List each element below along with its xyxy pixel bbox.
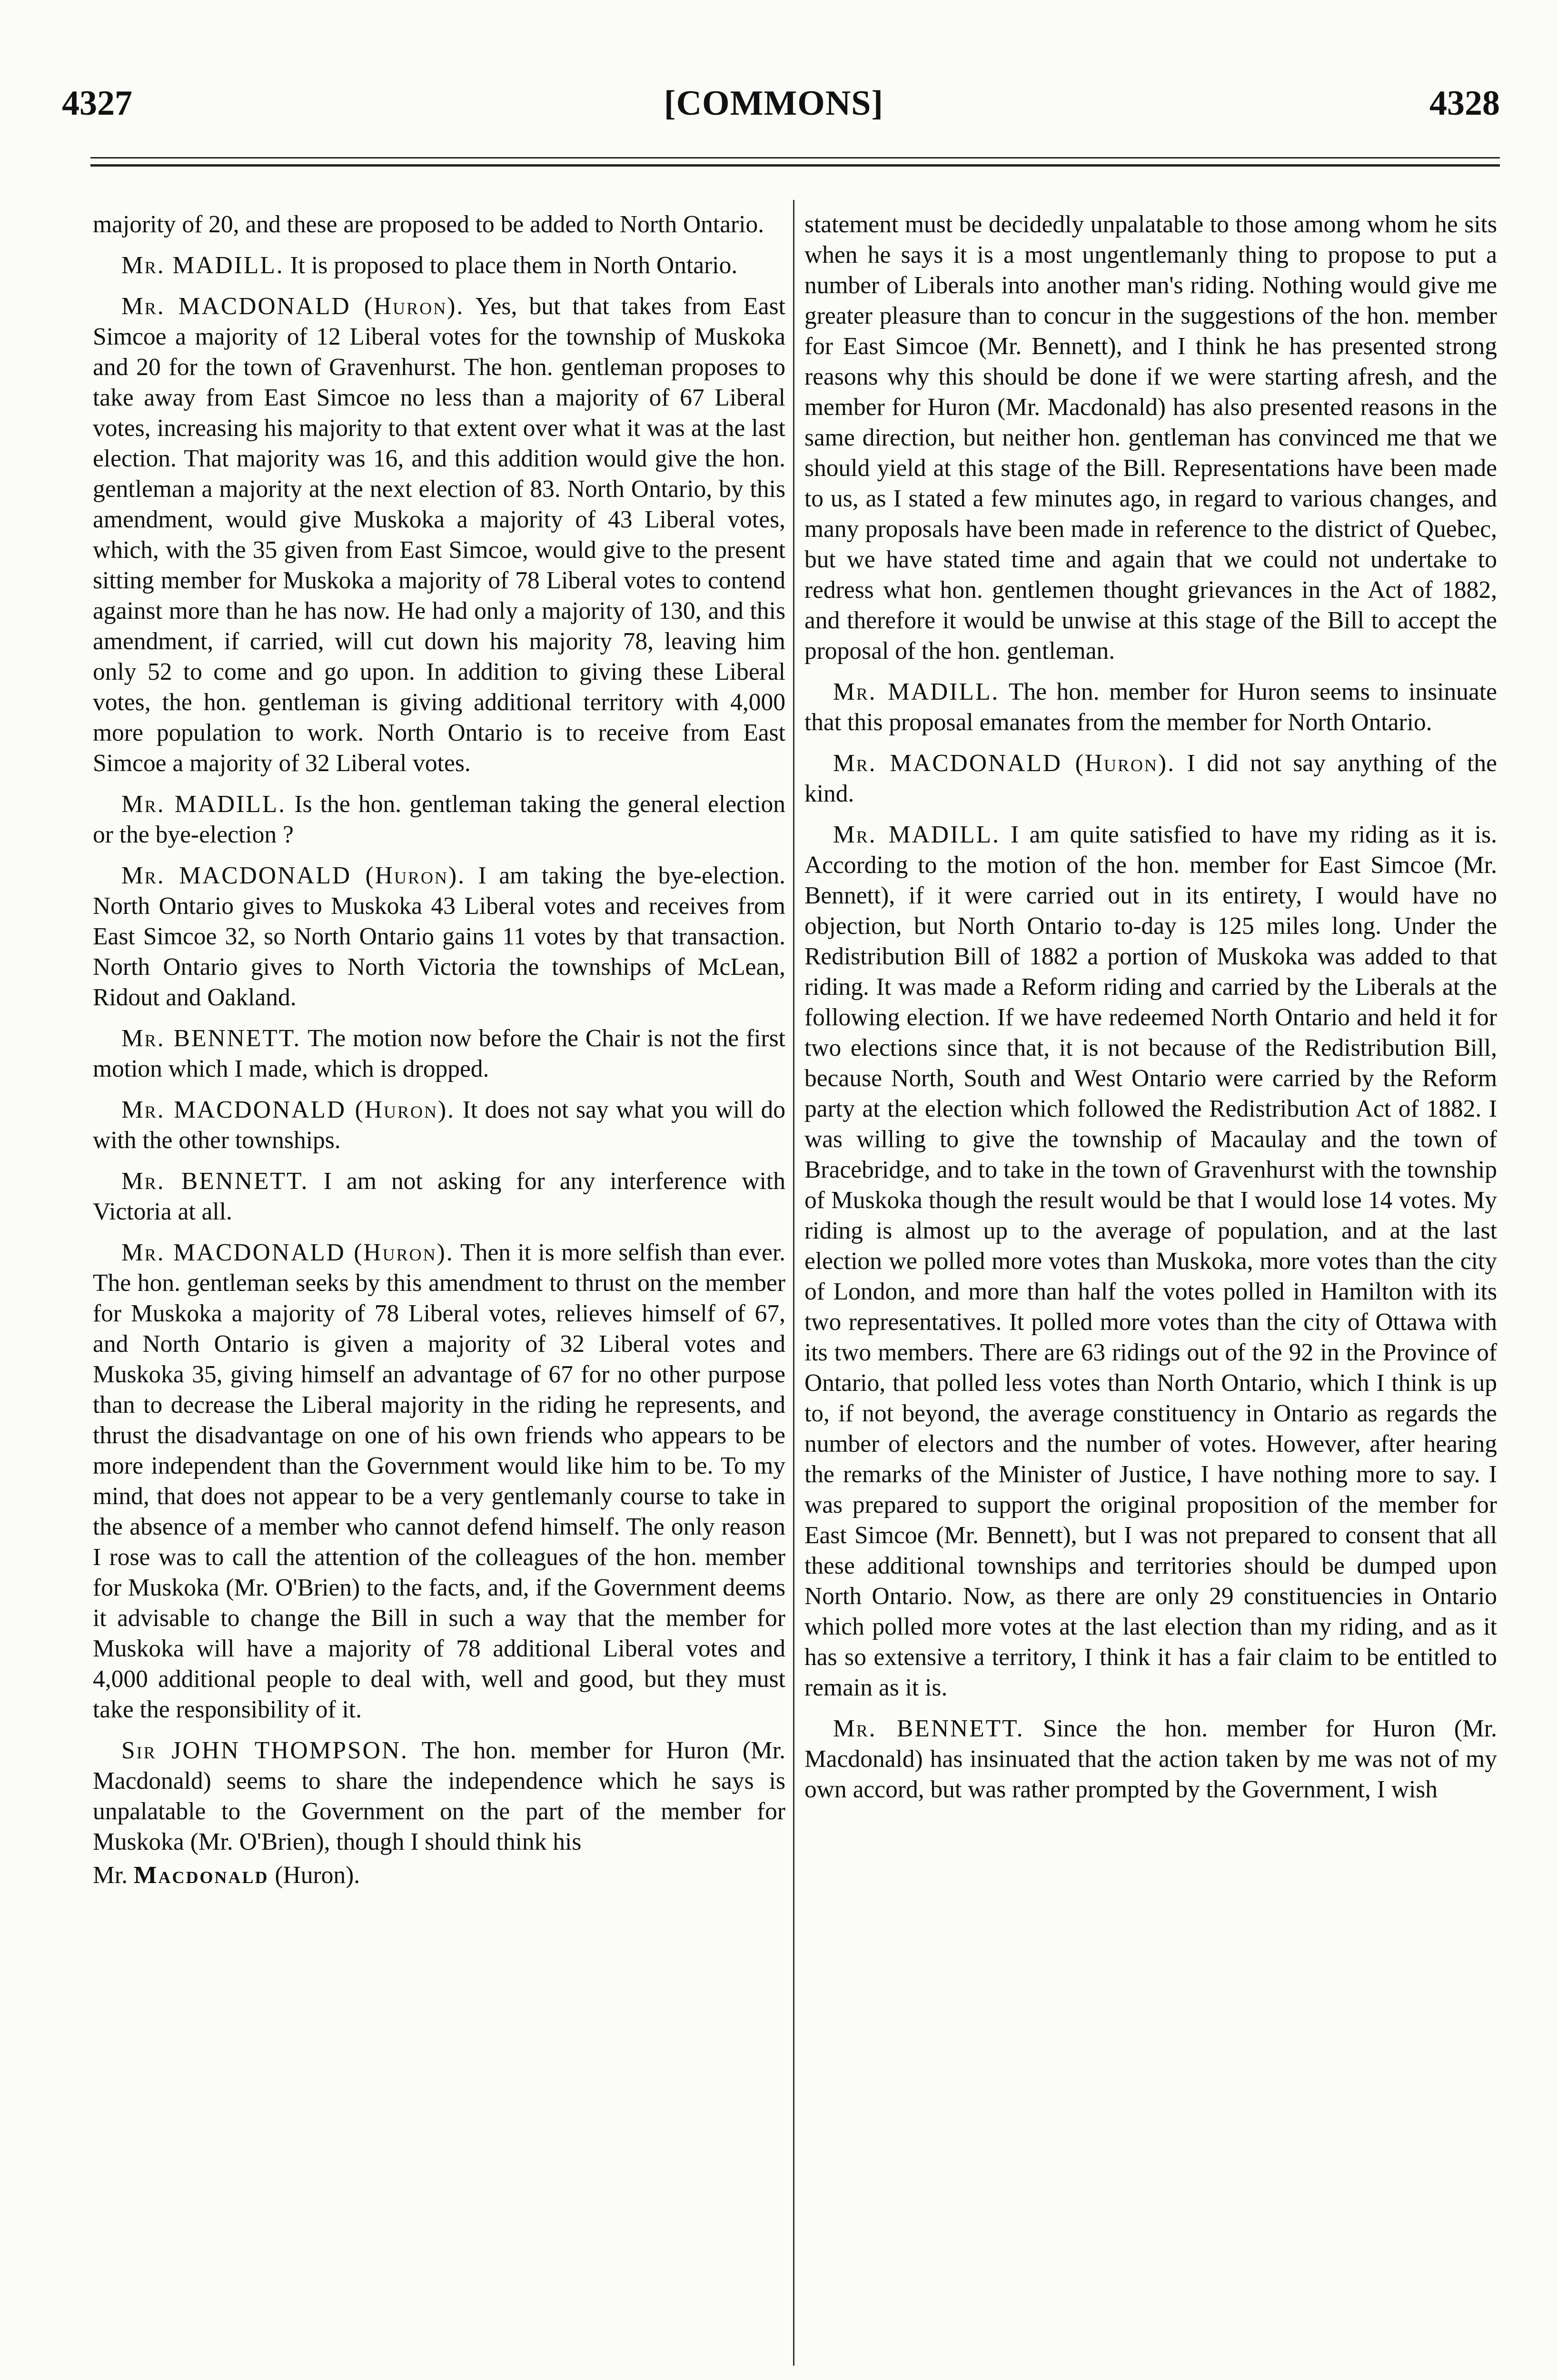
header-rule-thick bbox=[90, 164, 1500, 167]
paragraph bbox=[93, 789, 785, 850]
speaker-name: Mr. MADILL. bbox=[121, 791, 287, 818]
page-header bbox=[48, 83, 1500, 145]
speaker-name: Mr. MACDONALD (Huron). bbox=[833, 750, 1176, 777]
left-column bbox=[93, 209, 785, 1891]
paragraph bbox=[804, 677, 1497, 738]
speaker-name: Mr. MADILL. bbox=[833, 821, 1001, 848]
paragraph-text: The motion now before the Chair is not the first motion which I made, which is dropped. bbox=[93, 1025, 785, 1082]
signature-prefix: Mr. bbox=[93, 1862, 128, 1889]
paragraph bbox=[93, 1238, 785, 1725]
speaker-name: Mr. MACDONALD (Huron). bbox=[121, 1096, 455, 1123]
paragraph-text: Then it is more selfish than ever. The hon. gentleman seeks by this amendment to thrust on the member for Muskoka a majority of 78 Liberal votes, relieves himself of 67, and North Ontario is given a majority of 32 Liberal votes and Muskoka 35, giving himself an advantage of 67 for no other purpose than to decrease the Liberal majority in the riding he represents, and thrust the disadvantage on one of his own friends who appears to be more independent than the Government would like him to be. To my mind, that does not appear to be a very gentlemanly course to take in the absence of a member who cannot defend himself. The only reason I rose was to call the attention of the colleagues of the hon. member for Muskoka (Mr. O'Brien) to the facts, and, if the Government deems it advisable to change the Bill in such a way that the member for Muskoka will have a majority of 78 additional Liberal votes and 4,000 additional people to deal with, well and good, but they must take the responsibility of it. bbox=[93, 1239, 786, 1723]
paragraph-text: Yes, but that takes from East Simcoe a majority of 12 Liberal votes for the township of Muskoka and 20 for the town of Gravenhurst. The hon. gentleman proposes to take away from East Simcoe no less than a majority of 67 Liberal votes, increasing his majority to that extent over what it was at the last election. That majority was 16, and this addition would give the hon. gentleman a majority at the next election of 83. North Ontario, by this amendment, would give Muskoka a majority of 43 Liberal votes, which, with the 35 given from East Simcoe, would give to the present sitting member for Muskoka a majority of 78 Liberal votes to contend against more than he has now. He had only a majority of 130, and this amendment, if carried, will cut down his majority 78, leaving him only 52 to come and go upon. In addition to giving these Liberal votes, the hon. gentleman is giving additional territory with 4,000 more population to work. North Ontario is to receive from East Simcoe a majority of 32 Liberal votes. bbox=[93, 293, 785, 777]
speaker-name: Mr. MADILL. bbox=[833, 678, 1000, 705]
paragraph-text: It does not say what you will do with the other townships. bbox=[93, 1096, 785, 1154]
speaker-name: Mr. MACDONALD (Huron). bbox=[121, 293, 465, 320]
paragraph bbox=[93, 1735, 785, 1857]
paragraph bbox=[93, 1095, 785, 1156]
speaker-name: Mr. BENNETT. bbox=[833, 1715, 1024, 1742]
speaker-name: Mr. MADILL. bbox=[121, 252, 284, 279]
speaker-name: Mr. BENNETT. bbox=[121, 1168, 309, 1195]
paragraph bbox=[93, 1166, 785, 1227]
page-number-right: 4328 bbox=[1429, 84, 1500, 123]
signature-name: Macdonald bbox=[133, 1862, 269, 1889]
paragraph bbox=[804, 748, 1497, 809]
paragraph-text: majority of 20, and these are proposed to be added to North Ontario. bbox=[93, 211, 764, 238]
speaker-signature-line bbox=[93, 1860, 785, 1891]
paragraph-text: I am quite satisfied to have my riding as it is. According to the motion of the hon. member for East Simcoe (Mr. Bennett), if it were carried out in its entirety, I would have no objection, but North Ontario to-day is 125 miles long. Under the Redistribution Bill of 1882 a portion of Muskoka was added to that riding. It was made a Reform riding and carried by the Liberals at the following election. If we have redeemed North Ontario and held it for two elections since that, it is not because of the Redistribution Bill, because North, South and West Ontario were carried by the Reform party at the election which followed the Redistribution Act of 1882. I was willing to give the township of Macaulay and the town of Bracebridge, and to take in the town of Gravenhurst with the township of Muskoka though the result would be that I would lose 14 votes. My riding is almost up to the average of population, and at the last election we polled more votes than Muskoka, more votes than the city of London, and more than half the votes polled in Hamilton with its two representatives. It polled more votes than the city of Ottawa with its two members. There are 63 ridings out of the 92 in the Province of Ontario, that polled less votes than North Ontario, which I think is up to, if not beyond, the average constituency in Ontario as regards the number of electors and the number of votes. However, after hearing the remarks of the Minister of Justice, I have nothing more to say. I was prepared to support the original proposition of the member for East Simcoe (Mr. Bennett), but I was not prepared to consent that all these additional townships and territories should be dumped upon North Ontario. Now, as there are only 29 constituencies in Ontario which polled more votes at the last election than my riding, and as it has so extensive a territory, I think it has a fair claim to be entitled to remain as it is. bbox=[804, 821, 1497, 1701]
speaker-name: Mr. BENNETT. bbox=[121, 1025, 301, 1052]
paragraph bbox=[804, 820, 1497, 1703]
paragraph-text: I am taking the bye-election. North Ontario gives to Muskoka 43 Liberal votes and receives from East Simcoe 32, so North Ontario gains 11 votes by that transaction. North Ontario gives to North Victoria the townships of McLean, Ridout and Oakland. bbox=[93, 862, 786, 1011]
speaker-name: Mr. MACDONALD (Huron). bbox=[121, 862, 466, 889]
paragraph bbox=[93, 291, 785, 779]
header-rule-thin bbox=[90, 157, 1500, 159]
paragraph-text: It is proposed to place them in North Ontario. bbox=[290, 252, 738, 279]
speaker-name: Sir JOHN THOMPSON. bbox=[121, 1737, 408, 1764]
page-number-left: 4327 bbox=[62, 84, 132, 123]
paragraph-text: I am not asking for any interference with Victoria at all. bbox=[93, 1168, 785, 1225]
paragraph-text: I did not say anything of the kind. bbox=[804, 750, 1497, 807]
paragraph-text: The hon. member for Huron seems to insinuate that this proposal emanates from the member for North Ontario. bbox=[804, 678, 1497, 736]
right-column bbox=[804, 209, 1497, 1815]
paragraph-text: statement must be decidedly unpalatable to those among whom he sits when he says it is a most ungentlemanly thing to propose to put a number of Liberals into another man's riding. Nothing would give me greater pleasure than to concur in the suggestions of the hon. member for East Simcoe (Mr. Bennett), and I think he has presented strong reasons why this should be done if we were starting afresh, and the member for Huron (Mr. Macdonald) has also presented reasons in the same direction, but neither hon. gentleman has convinced me that we should yield at this stage of the Bill. Representations have been made to us, as I stated a few minutes ago, in regard to various changes, and many proposals have been made in reference to the district of Quebec, but we have stated time and again that we could not undertake to redress what hon. gentlemen thought grievances in the Act of 1882, and therefore it would be unwise at this stage of the Bill to accept the proposal of the hon. gentleman. bbox=[804, 211, 1497, 664]
paragraph bbox=[93, 861, 785, 1013]
paragraph-text: The hon. member for Huron (Mr. Macdonald) seems to share the independence which he says is unpalatable to the Government on the part of the member for Muskoka (Mr. O'Brien), though I should think his bbox=[93, 1737, 785, 1855]
paragraph bbox=[804, 209, 1497, 666]
paragraph bbox=[804, 1714, 1497, 1805]
page-title: [COMMONS] bbox=[664, 84, 884, 123]
column-divider bbox=[793, 200, 794, 2366]
paragraph bbox=[93, 209, 785, 240]
paragraph-text: Is the hon. gentleman taking the general election or the bye-election ? bbox=[93, 791, 786, 848]
paragraph bbox=[93, 1023, 785, 1084]
paragraph-text: Since the hon. member for Huron (Mr. Macdonald) has insinuated that the action taken by me was not of my own accord, but was rather prompted by the Government, I wish bbox=[804, 1715, 1497, 1803]
signature-suffix: (Huron). bbox=[275, 1862, 360, 1889]
paragraph bbox=[93, 250, 785, 281]
speaker-name: Mr. MACDONALD (Huron). bbox=[121, 1239, 454, 1266]
